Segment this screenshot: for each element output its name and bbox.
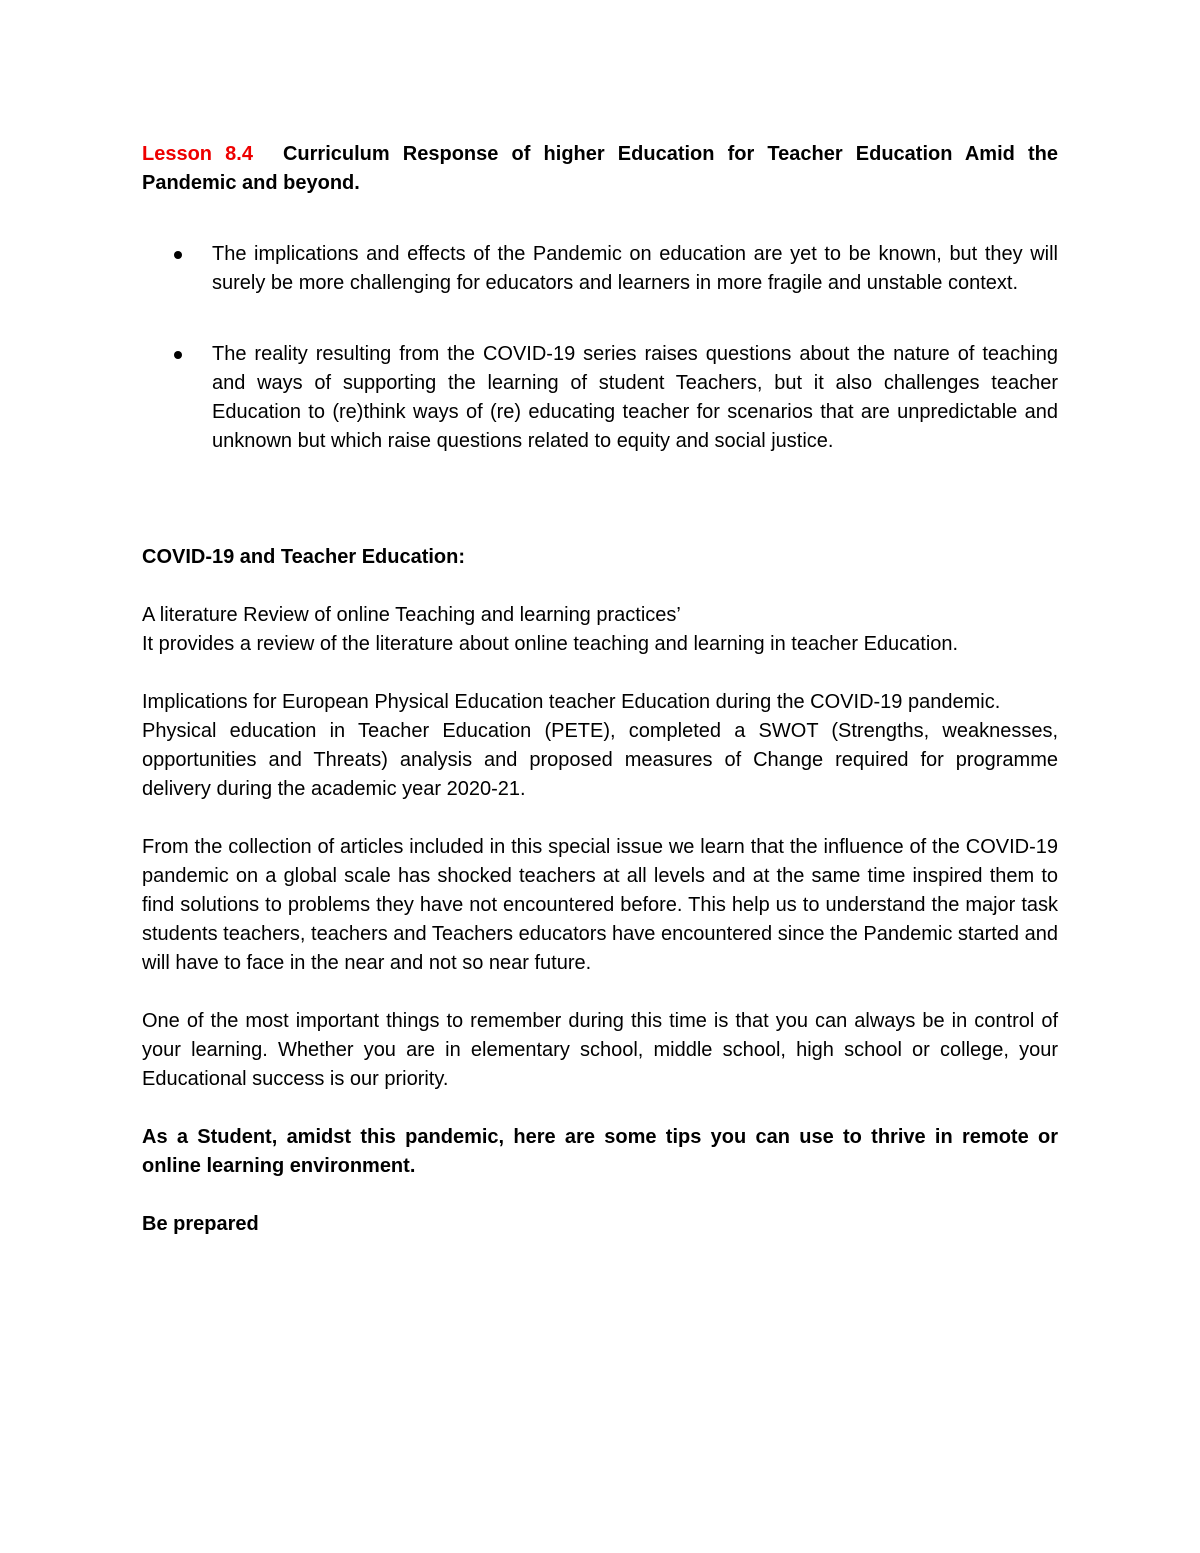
spacer: [142, 1094, 1058, 1123]
spacer: [142, 1181, 1058, 1210]
spacer: [142, 198, 1058, 240]
bullet-item: [142, 340, 1058, 456]
lesson-label: Lesson 8.4: [142, 143, 253, 165]
spacer: [142, 298, 1058, 340]
spacer: [142, 804, 1058, 833]
lesson-title: [142, 140, 1058, 198]
bullet-item: [142, 240, 1058, 298]
spacer: [142, 659, 1058, 688]
collection-paragraph: From the collection of articles included in this special issue we learn that the influence of the COVID-19 pandemic on a global scale has shocked teachers at all levels and at the same time inspired them to find solutions to problems they have not encountered before. This help us to understand the major task students teachers, teachers and Teachers educators have encountered since the Pandemic started and will have to face in the near and not so near future.: [142, 836, 1058, 974]
bullet-list: [142, 240, 1058, 456]
section-heading: COVID-19 and Teacher Education:: [142, 546, 466, 568]
be-prepared-heading: Be prepared: [142, 1213, 259, 1235]
bullet-text: The reality resulting from the COVID-19 series raises questions about the nature of teaching and ways of supporting the learning of student Teachers, but it also challenges teacher Education to (re)think ways of (re) educating teacher for scenarios that are unpredictable and unknown but which raise questions related to equity and social justice.: [212, 343, 1058, 452]
review-text: It provides a review of the literature about online teaching and learning in teacher Education.: [142, 633, 959, 655]
implications-text: Physical education in Teacher Education (PETE), completed a SWOT (Strengths, weaknesses, opportunities and Threats) analysis and proposed measures of Change required for programme delivery during the academic year 2020-21.: [142, 720, 1058, 800]
spacer: [142, 456, 1058, 543]
tips-heading: As a Student, amidst this pandemic, here are some tips you can use to thrive in remote or online learning environment.: [142, 1126, 1058, 1177]
control-paragraph: One of the most important things to remember during this time is that you can always be in control of your learning. Whether you are in elementary school, middle school, high school or college, your Educational success is our priority.: [142, 1010, 1058, 1090]
spacer: [142, 572, 1058, 601]
bullet-text: The implications and effects of the Pandemic on education are yet to be known, but they will surely be more challenging for educators and learners in more fragile and unstable context.: [212, 243, 1058, 294]
implications-title: Implications for European Physical Education teacher Education during the COVID-19 pandemic.: [142, 691, 1001, 713]
bullet-icon: [174, 351, 182, 359]
lesson-title-text: Curriculum Response of higher Education for Teacher Education Amid the Pandemic and beyond.: [142, 143, 1058, 194]
document-page: [142, 140, 1058, 1239]
review-title: A literature Review of online Teaching and learning practices’: [142, 604, 681, 626]
bullet-icon: [174, 251, 182, 259]
spacer: [142, 978, 1058, 1007]
